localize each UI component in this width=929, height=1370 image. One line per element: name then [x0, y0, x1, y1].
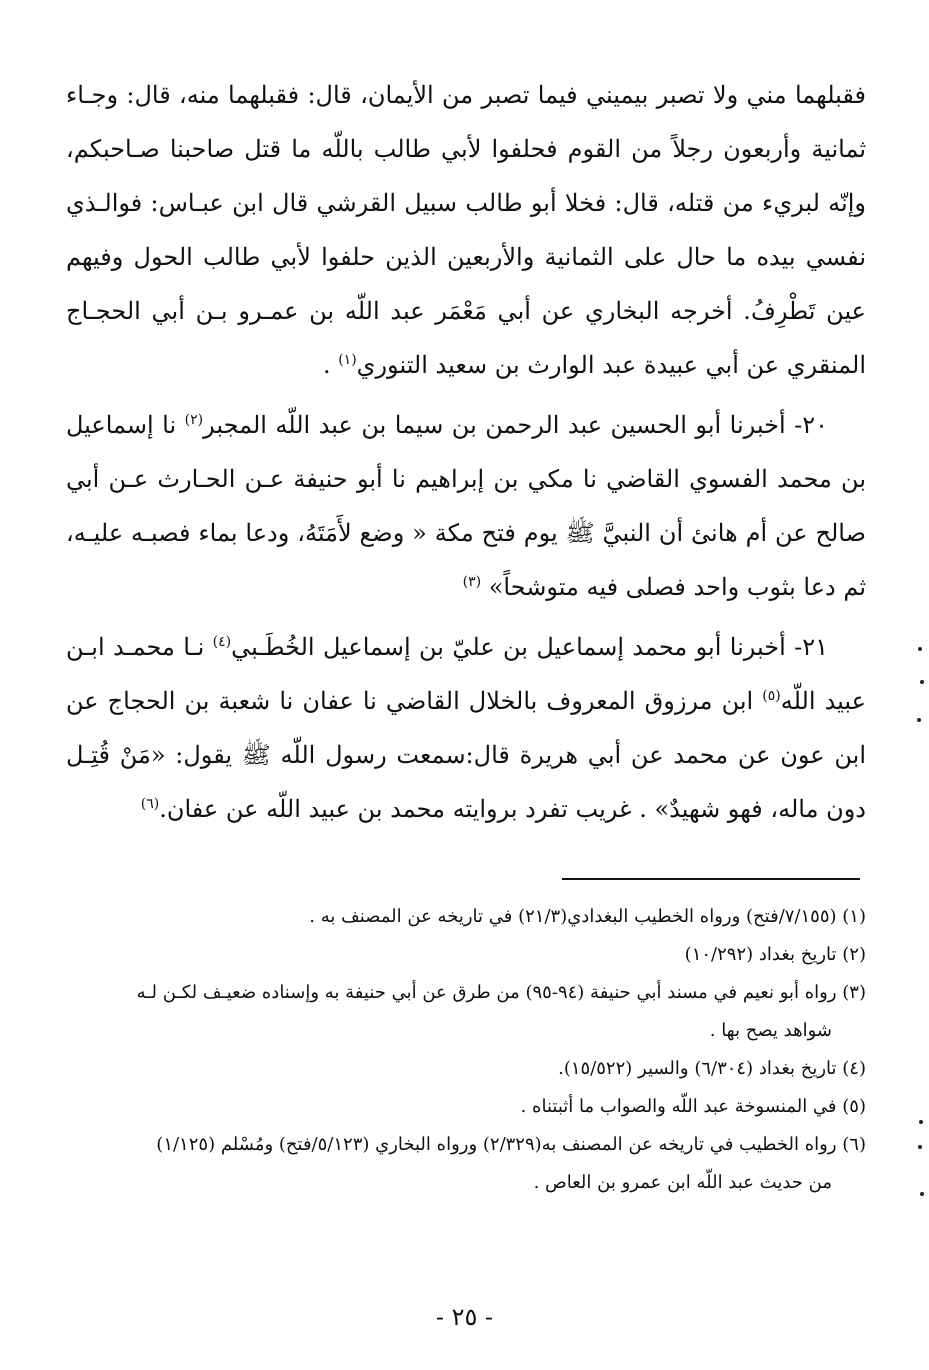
margin-speck — [918, 1145, 922, 1149]
paragraph-text: ٢٠- أخبرنا أبو الحسين عبد الرحمن بن سيما بن عبد اللّه المجبر — [203, 411, 829, 439]
footnotes-section — [66, 898, 866, 1202]
paragraph-1 — [66, 68, 866, 392]
footnote-2: (٢) تاريخ بغداد (١٠/٢٩٢) — [684, 944, 866, 965]
footnote-ref: (٢) — [184, 412, 204, 428]
footnote-3-continuation: شواهد يصح بها . — [709, 1020, 832, 1041]
paragraph-text: ابن مرزوق المعروف بالخلال القاضي نا عفان نا شعبة بن الحجاج عن ابن عون عن محمد عن أبي هريرة قال:سمعت رسول اللّه ﷺ يقول: «مَنْ قُتِـل دون ماله، فهو شهيدٌ» . غريب تفرد بروايته محمد بن عبيد اللّه عن عفان. — [66, 687, 866, 823]
paragraph-text: نا إسماعيل بن محمد الفسوي القاضي نا مكي بن إبراهيم نا أبو حنيفة عـن الحـارث عـن أبي صالح عن أم هانئ أن النبيَّ ﷺ يوم فتح مكة « وضع لأَمَتَهُ، ودعا بماء فصبـه عليـه، ثم دعا بثوب واحد فصلى فيه متوشحاً» — [66, 411, 866, 601]
footnote-1: (١) (٧/١٥٥/فتح) ورواه الخطيب البغدادي(٢١/٣) في تاريخه عن المصنف به . — [309, 906, 866, 927]
paragraph-text: نـا محمـد ابـن عبيد اللّه — [66, 633, 866, 715]
footnote-5: (٥) في المنسوخة عبد اللّه والصواب ما أثبتناه . — [520, 1096, 866, 1117]
footnote-3: (٣) رواه أبو نعيم في مسند أبي حنيفة (٩٤-٩٥) من طرق عن أبي حنيفة به وإسناده ضعيـف لكـن لـه — [136, 982, 866, 1003]
paragraph-hadith-20 — [66, 398, 866, 614]
footnote-ref: (١) — [338, 352, 357, 368]
footnote-ref: (٤) — [212, 634, 232, 650]
footnote-4: (٤) تاريخ بغداد (٦/٣٠٤) والسير (١٥/٥٢٢). — [558, 1058, 866, 1079]
footnote-ref: (٥) — [762, 688, 781, 704]
footnote-ref: (٣) — [462, 574, 482, 590]
footnote-divider — [562, 878, 860, 880]
margin-speck — [920, 1192, 924, 1196]
margin-speck — [919, 1120, 923, 1124]
footnote-6-continuation: من حديث عبد اللّه ابن عمرو بن العاص . — [533, 1172, 832, 1193]
main-text-body — [66, 68, 866, 836]
margin-speck — [918, 647, 922, 651]
paragraph-text: ٢١- أخبرنا أبو محمد إسماعيل بن عليّ بن إسماعيل الخُطَـبي — [231, 633, 828, 661]
footnote-ref: (٦) — [140, 796, 160, 812]
footnote-6: (٦) رواه الخطيب في تاريخه عن المصنف به(٢/٣٢٩) ورواه البخاري (٥/١٢٣/فتح) ومُسْلم (١/١٢٥) — [156, 1134, 866, 1155]
margin-speck — [920, 680, 924, 684]
paragraph-text: . — [322, 351, 339, 379]
paragraph-text: فقبلهما مني ولا تصبر بيميني فيما تصبر من الأيمان، قال: فقبلهما منه، قال: وجـاء ثمانية وأربعون رجلاً من القوم فحلفوا لأبي طالب باللّه ما قتل صاحبنا صـاحبكم، وإنّه لبريء من قتله، قال: فخلا أبو طالب سبيل القرشي قال ابن عبـاس: فوالـذي نفسي بيده ما حال على الثمانية والأربعين الذين حلفوا لأبي طالب الحول وفيهم عين تَطْرِفُ. أخرجه البخاري عن أبي مَعْمَر عبد اللّه بن عمـرو بـن أبي الحجـاج المنقري عن أبي عبيدة عبد الوارث بن سعيد التنوري — [66, 81, 866, 379]
margin-speck — [917, 718, 921, 722]
paragraph-hadith-21 — [66, 620, 866, 836]
page-number: - ٢٥ - — [435, 1303, 494, 1331]
